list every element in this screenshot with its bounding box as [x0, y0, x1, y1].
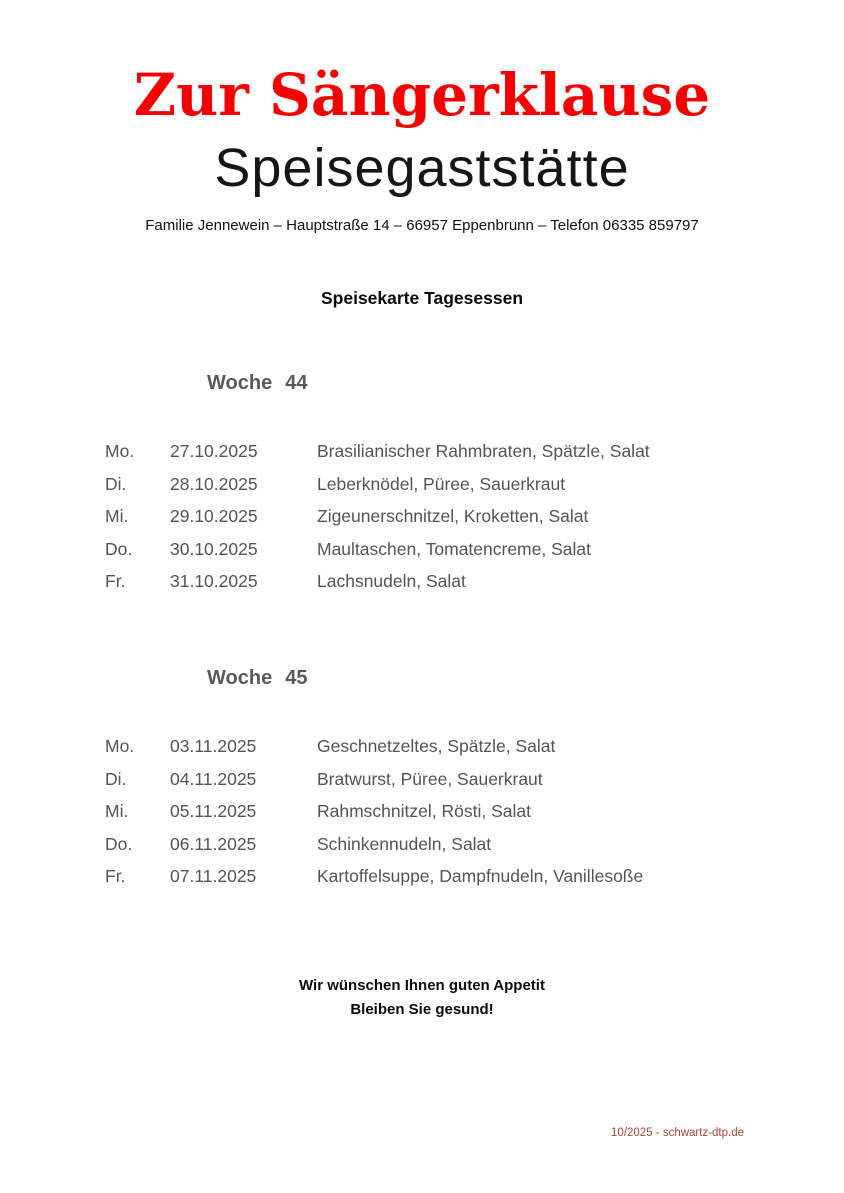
day-cell: Mo.	[105, 736, 135, 756]
day-cell: Fr.	[105, 866, 126, 886]
dish-cell: Zigeunerschnitzel, Kroketten, Salat	[317, 506, 589, 526]
table-row	[105, 565, 765, 598]
week-45-heading	[207, 666, 307, 690]
dish-cell: Leberknödel, Püree, Sauerkraut	[317, 473, 566, 494]
table-row	[105, 860, 765, 893]
day-cell: Mo.	[105, 441, 135, 461]
day-cell: Di.	[105, 473, 127, 494]
menu-heading: Speisekarte Tagesessen	[320, 288, 524, 308]
week-44-heading	[207, 371, 307, 395]
table-row	[105, 533, 765, 566]
day-cell: Mi.	[105, 506, 129, 526]
closing-line-2: Bleiben Sie gesund!	[350, 1001, 494, 1018]
restaurant-subtitle: Speisegaststätte	[214, 138, 630, 198]
day-cell: Do.	[105, 538, 133, 559]
date-cell: 04.11.2025	[170, 768, 257, 789]
address-line: Familie Jennewein – Hauptstraße 14 – 66957 Eppenbrunn – Telefon 06335 859797	[145, 217, 699, 234]
table-row	[105, 763, 765, 796]
table-row	[105, 730, 765, 763]
dish-cell: Bratwurst, Püree, Sauerkraut	[317, 768, 543, 789]
date-cell: 06.11.2025	[170, 833, 257, 854]
dish-cell: Schinkennudeln, Salat	[317, 833, 492, 854]
date-cell: 30.10.2025	[170, 538, 258, 559]
date-cell: 03.11.2025	[170, 736, 257, 756]
week-number: 44	[285, 372, 308, 394]
week-label: Woche	[207, 667, 273, 689]
week-44-table	[105, 435, 765, 598]
day-cell: Mi.	[105, 801, 129, 821]
restaurant-name: Zur Sängerklause	[133, 61, 711, 129]
week-label: Woche	[207, 372, 273, 394]
date-cell: 31.10.2025	[170, 571, 258, 591]
table-row	[105, 435, 765, 468]
dish-cell: Rahmschnitzel, Rösti, Salat	[317, 801, 531, 821]
day-cell: Do.	[105, 833, 133, 854]
table-row	[105, 468, 765, 501]
dish-cell: Maultaschen, Tomatencreme, Salat	[317, 538, 591, 559]
table-row	[105, 500, 765, 533]
date-cell: 07.11.2025	[170, 866, 257, 886]
date-cell: 29.10.2025	[170, 506, 258, 526]
week-45-table	[105, 730, 765, 893]
table-row	[105, 795, 765, 828]
day-cell: Di.	[105, 768, 127, 789]
dish-cell: Kartoffelsuppe, Dampfnudeln, Vanillesoße	[317, 866, 644, 886]
dish-cell: Geschnetzeltes, Spätzle, Salat	[317, 736, 556, 756]
closing-message	[0, 974, 844, 1022]
day-cell: Fr.	[105, 571, 126, 591]
footer-credit: 10/2025 - schwartz-dtp.de	[611, 1127, 744, 1139]
week-number: 45	[285, 667, 308, 689]
date-cell: 05.11.2025	[170, 801, 257, 821]
dish-cell: Brasilianischer Rahmbraten, Spätzle, Salat	[317, 441, 650, 461]
dish-cell: Lachsnudeln, Salat	[317, 571, 466, 591]
date-cell: 28.10.2025	[170, 473, 258, 494]
closing-line-1: Wir wünschen Ihnen guten Appetit	[299, 977, 545, 994]
date-cell: 27.10.2025	[170, 441, 258, 461]
table-row	[105, 828, 765, 861]
